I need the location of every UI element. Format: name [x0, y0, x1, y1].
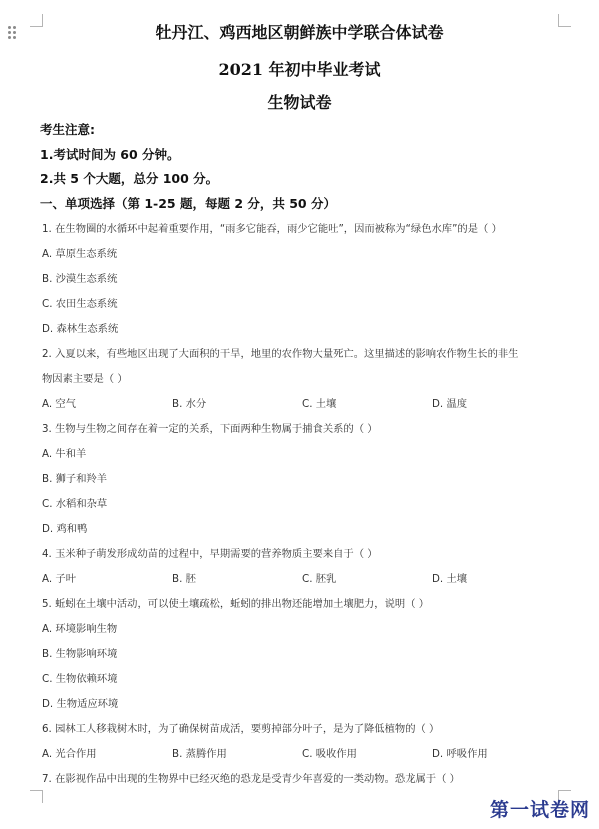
- answer-option: D. 森林生态系统: [42, 323, 119, 335]
- answer-option: C. 农田生态系统: [42, 298, 118, 310]
- question-stem: 6. 园林工人移栽树木时，为了确保树苗成活，要剪掉部分叶子，是为了降低植物的（ ）: [42, 723, 440, 735]
- question-stem: 3. 生物与生物之间存在着一定的关系，下面两种生物属于捕食关系的（ ）: [42, 423, 378, 435]
- answer-option: B. 生物影响环境: [42, 648, 118, 660]
- question-stem: 物因素主要是（ ）: [42, 373, 128, 385]
- question-stem: 5. 蚯蚓在土壤中活动，可以使土壤疏松，蚯蚓的排出物还能增加土壤肥力，说明（ ）: [42, 598, 430, 610]
- answer-option: A. 牛和羊: [42, 448, 87, 460]
- answer-option: D. 土壤: [432, 573, 468, 585]
- subject-title: 生物试卷: [267, 93, 332, 112]
- question-stem: 2. 入夏以来，有些地区出现了大面积的干旱，地里的农作物大量死亡。这里描述的影响农作物生长的非生: [42, 348, 519, 360]
- answer-option: B. 蒸腾作用: [172, 748, 227, 760]
- answer-option: C. 胚乳: [302, 573, 337, 585]
- answer-option: C. 水稻和杂草: [42, 498, 108, 510]
- notice-item: 1.考试时间为 60 分钟。: [40, 147, 180, 162]
- answer-option: C. 吸收作用: [302, 748, 357, 760]
- exam-title: 牡丹江、鸡西地区朝鲜族中学联合体试卷: [155, 23, 444, 42]
- answer-option: B. 沙漠生态系统: [42, 273, 118, 285]
- page-corner-mark: [30, 790, 43, 803]
- notice-heading: 考生注意:: [40, 122, 95, 137]
- answer-option: A. 光合作用: [42, 748, 97, 760]
- answer-option: D. 鸡和鸭: [42, 523, 88, 535]
- answer-option: A. 草原生态系统: [42, 248, 118, 260]
- answer-option: D. 生物适应环境: [42, 698, 119, 710]
- exam-subtitle: 2021 年初中毕业考试: [218, 60, 381, 79]
- answer-option: B. 水分: [172, 398, 207, 410]
- answer-option: B. 胚: [172, 573, 196, 585]
- question-stem: 7. 在影视作品中出现的生物界中已经灭绝的恐龙是受青少年喜爱的一类动物。恐龙属于（ ）: [42, 773, 460, 785]
- answer-option: A. 子叶: [42, 573, 77, 585]
- answer-option: B. 狮子和羚羊: [42, 473, 108, 485]
- question-stem: 4. 玉米种子萌发形成幼苗的过程中，早期需要的营养物质主要来自于（ ）: [42, 548, 378, 560]
- answer-option: C. 生物依赖环境: [42, 673, 118, 685]
- answer-option: D. 温度: [432, 398, 468, 410]
- section-heading: 一、单项选择（第 1-25 题，每题 2 分，共 50 分）: [40, 196, 336, 211]
- answer-option: A. 空气: [42, 398, 77, 410]
- answer-option: A. 环境影响生物: [42, 623, 118, 635]
- question-stem: 1. 在生物圈的水循环中起着重要作用，“雨多它能吞，雨少它能吐”，因而被称为“绿色水库”的是（ ）: [42, 223, 502, 235]
- notice-item: 2.共 5 个大题，总分 100 分。: [40, 171, 219, 186]
- answer-option: D. 呼吸作用: [432, 748, 488, 760]
- answer-option: C. 土壤: [302, 398, 337, 410]
- site-watermark: 第一试卷网: [490, 799, 591, 821]
